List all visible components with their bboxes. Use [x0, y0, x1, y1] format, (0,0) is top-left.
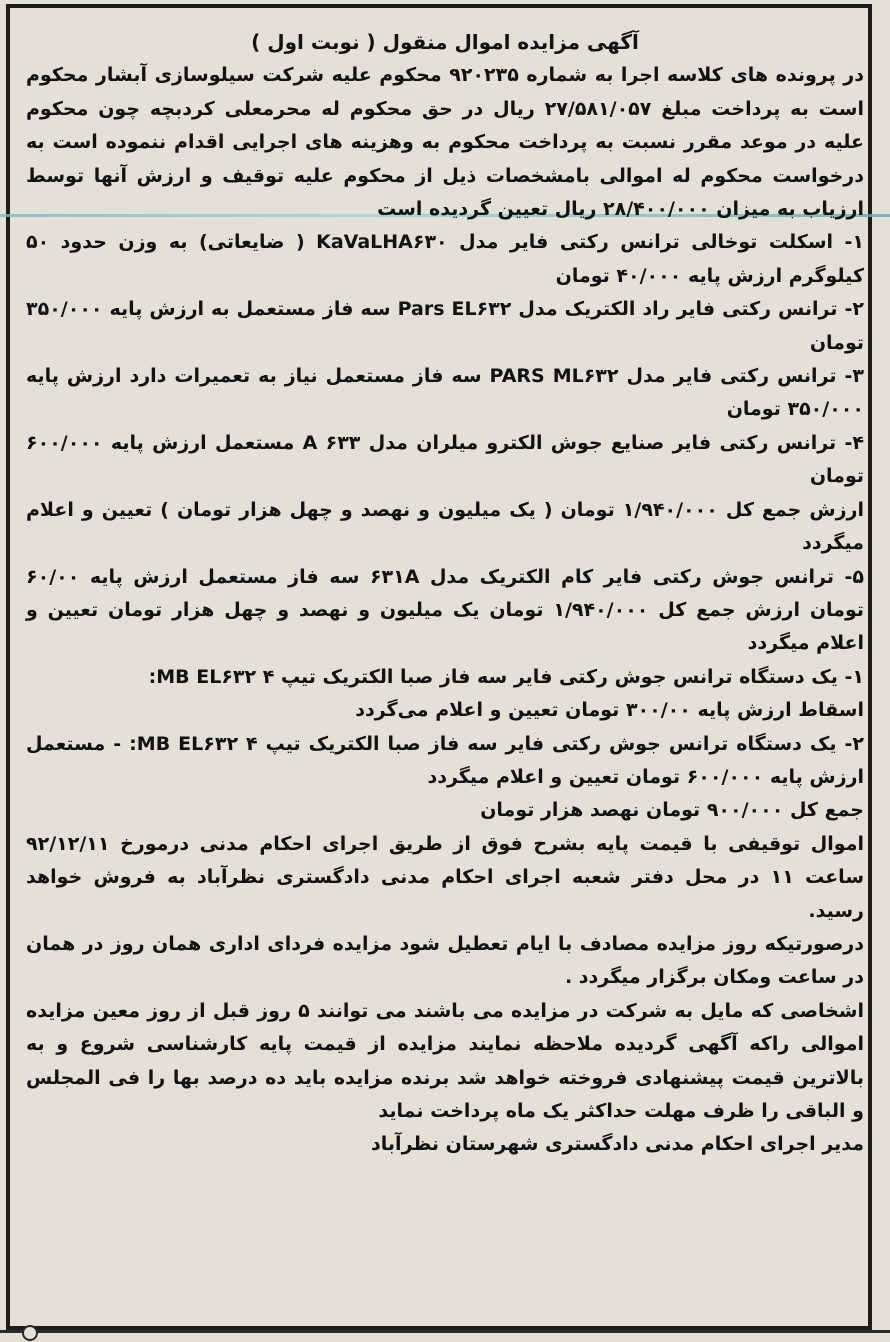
- participant-terms: اشخاصی که مایل به شرکت در مزایده می باشند می توانند ۵ روز قبل از روز معین مزایده اموالی راکه آگهی گردیده ملاحظه نمایند مزایده از قیمت پایه کارشناسی شروع و به بالاترین قیمت پیشنهادی فروخته خواهد شد برنده مزایده باید ده درصد بها را فی المجلس و الباقی را ظرف مهلت حداکثر یک ماه پرداخت نماید: [26, 999, 864, 1122]
- signature-line: مدیر اجرای احکام مدنی دادگستری شهرستان نظرآباد: [371, 1133, 864, 1156]
- item-1: ۱- اسکلت توخالی ترانس رکتی فایر مدل KaVaLHA۶۳۰ ( ضایعاتی) به وزن حدود ۵۰ کیلوگرم ارزش پایه ۴۰/۰۰۰ تومان: [26, 231, 864, 287]
- item-5: ۵- ترانس جوش رکتی فایر کام الکتریک مدل ۶۳۱A سه فاز مستعمل ارزش پایه ۶۰/۰۰ تومان ارزش جمع کل ۱/۹۴۰/۰۰۰ تومان یک میلیون و نهصد و چهل هزار تومان تعیین و اعلام میگردد: [26, 565, 864, 655]
- notice-intro: در پرونده های کلاسه اجرا به شماره ۹۲۰۲۳۵ محکوم علیه شرکت سیلوسازی آبشار محکوم است به پرداخت مبلغ ۲۷/۵۸۱/۰۵۷ ریال در حق محکوم له محرمعلی کردبچه چون محکوم علیه در موعد مقرر نسبت به پرداخت محکوم به وهزینه های اجرایی اقدام ننموده است به درخواست محکوم له اموالی بامشخصات ذیل از محکوم علیه توقیف و ارزش آنها توسط ارزیاب به میزان ۲۸/۴۰۰/۰۰۰ ریال تعیین گردیده است: [26, 64, 864, 221]
- notice-body: [26, 26, 864, 1162]
- auction-details: اموال توقیفی با قیمت پایه بشرح فوق از طریق اجرای احکام مدنی درمورخ ۹۲/۱۲/۱۱ ساعت ۱۱ در محل دفتر شعبه اجرای احکام مدنی دادگستری نظرآباد به فروش خواهد رسید.: [26, 832, 864, 922]
- notice-title: آگهی مزایده اموال منقول ( نوبت اول ): [251, 30, 639, 54]
- item-2: ۲- ترانس رکتی فایر راد الکتریک مدل Pars EL۶۳۲ سه فاز مستعمل به ارزش پایه ۳۵۰/۰۰۰ تومان: [26, 298, 864, 354]
- bottom-rule: [0, 1330, 890, 1333]
- item-3: ۳- ترانس رکتی فایر مدل PARS ML۶۳۲ سه فاز مستعمل نیاز به تعمیرات دارد ارزش پایه ۳۵۰/۰۰۰ تومان: [26, 365, 864, 421]
- holiday-clause: درصورتیکه روز مزایده مصادف با ایام تعطیل شود مزایده فردای اداری همان روز در همان در ساعت ومکان برگزار میگردد .: [26, 932, 864, 989]
- item-4: ۴- ترانس رکتی فایر صنایع جوش الکترو میلران مدل A ۶۳۳ مستعمل ارزش پایه ۶۰۰/۰۰۰ تومان: [26, 431, 864, 488]
- sub-item-1-value: اسقاط ارزش پایه ۳۰۰/۰۰ تومان تعیین و اعلام می‌گردد: [355, 699, 864, 722]
- sub-item-2: ۲- یک دستگاه ترانس جوش رکتی فایر سه فاز صبا الکتریک تیپ MB EL۶۳۲ ۴: - مستعمل ارزش پایه ۶۰۰/۰۰۰ تومان تعیین و اعلام میگردد: [26, 732, 864, 788]
- sub-item-1: ۱- یک دستگاه ترانس جوش رکتی فایر سه فاز صبا الکتریک تیپ MB EL۶۳۲ ۴:: [148, 665, 864, 688]
- total-value-2: جمع کل ۹۰۰/۰۰۰ تومان نهصد هزار تومان: [480, 799, 864, 822]
- total-value-1: ارزش جمع کل ۱/۹۴۰/۰۰۰ تومان ( یک میلیون و نهصد و چهل هزار تومان ) تعیین و اعلام میگردد: [26, 498, 864, 555]
